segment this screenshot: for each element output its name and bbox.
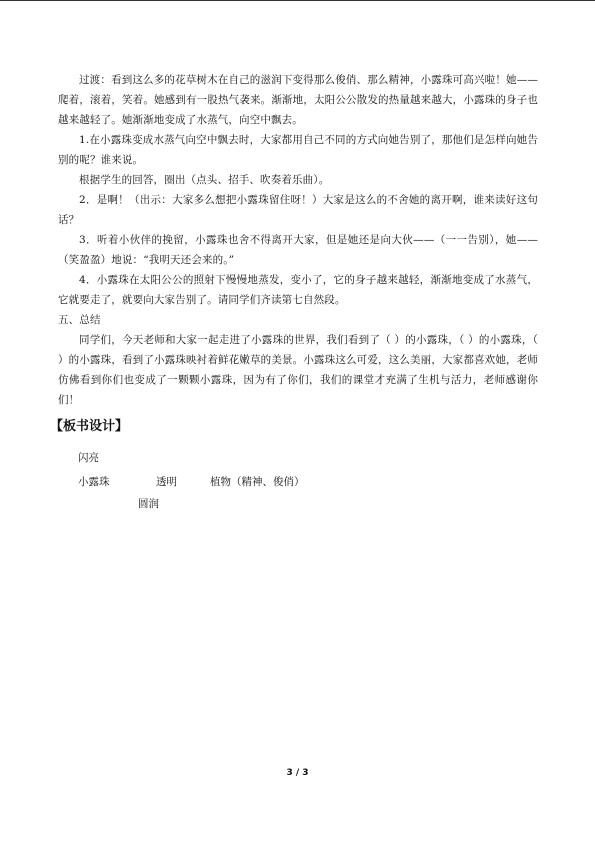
page-top-border <box>0 0 595 1</box>
page-number: 3 / 3 <box>286 768 309 778</box>
board-word-clear: 透明 <box>156 476 177 488</box>
question-4-paragraph: 4．小露珠在太阳公公的照射下慢慢地蒸发，变小了，它的身子越来越轻，渐渐地变成了水蒸气，它就要走了，就要向大家告别了。请同学们齐读第七自然段。 <box>58 274 538 306</box>
summary-paragraph: 同学们，今天老师和大家一起走进了小露珠的世界，我们看到了（ ）的小露珠，（ ）的小露珠，（ ）的小露珠，看到了小露珠映衬着鲜花嫩草的美景。小露珠这么可爱，这么美丽，大家都喜欢她，老师仿佛看到你们也变成了一颗颗小露珠，因为有了你们，我们的课堂才充满了生机与活力，老师感谢你们！ <box>58 334 538 406</box>
summary-section-heading: 五、总结 <box>58 314 101 326</box>
board-design-heading: 【板书设计】 <box>50 419 129 434</box>
board-design-diagram <box>58 442 538 516</box>
board-word-plants: 植物（精神、俊俏） <box>210 476 305 488</box>
question-2-paragraph: 2．是啊！（出示：大家多么想把小露珠留住呀！）大家是这么的不舍她的离开啊，谁来读好这句话？ <box>58 194 538 226</box>
board-word-round: 圆润 <box>138 498 159 510</box>
board-word-shine: 闪亮 <box>78 452 99 464</box>
question-1-paragraph: 1.在小露珠变成水蒸气向空中飘去时，大家都用自己不同的方式向她告别了，那他们是怎样向她告别的呢？谁来说。 <box>58 134 538 166</box>
board-title-dewdrop: 小露珠 <box>78 476 110 488</box>
student-answer-paragraph: 根据学生的回答，圈出（点头、招手、吹奏着乐曲）。 <box>79 174 330 186</box>
transition-paragraph: 过渡：看到这么多的花草树木在自己的滋润下变得那么俊俏、那么精神，小露珠可高兴啦！她——爬着，滚着，笑着。她感到有一股热气袭来。渐渐地，太阳公公散发的热量越来越大，小露珠的身子也越来越轻了。她渐渐地变成了水蒸气，向空中飘去。 <box>58 74 538 126</box>
document-body <box>50 70 538 516</box>
question-3-paragraph: 3．听着小伙伴的挽留，小露珠也舍不得离开大家，但是她还是向大伙——（一一告别），她——（笑盈盈）地说：“我明天还会来的。” <box>58 234 538 266</box>
